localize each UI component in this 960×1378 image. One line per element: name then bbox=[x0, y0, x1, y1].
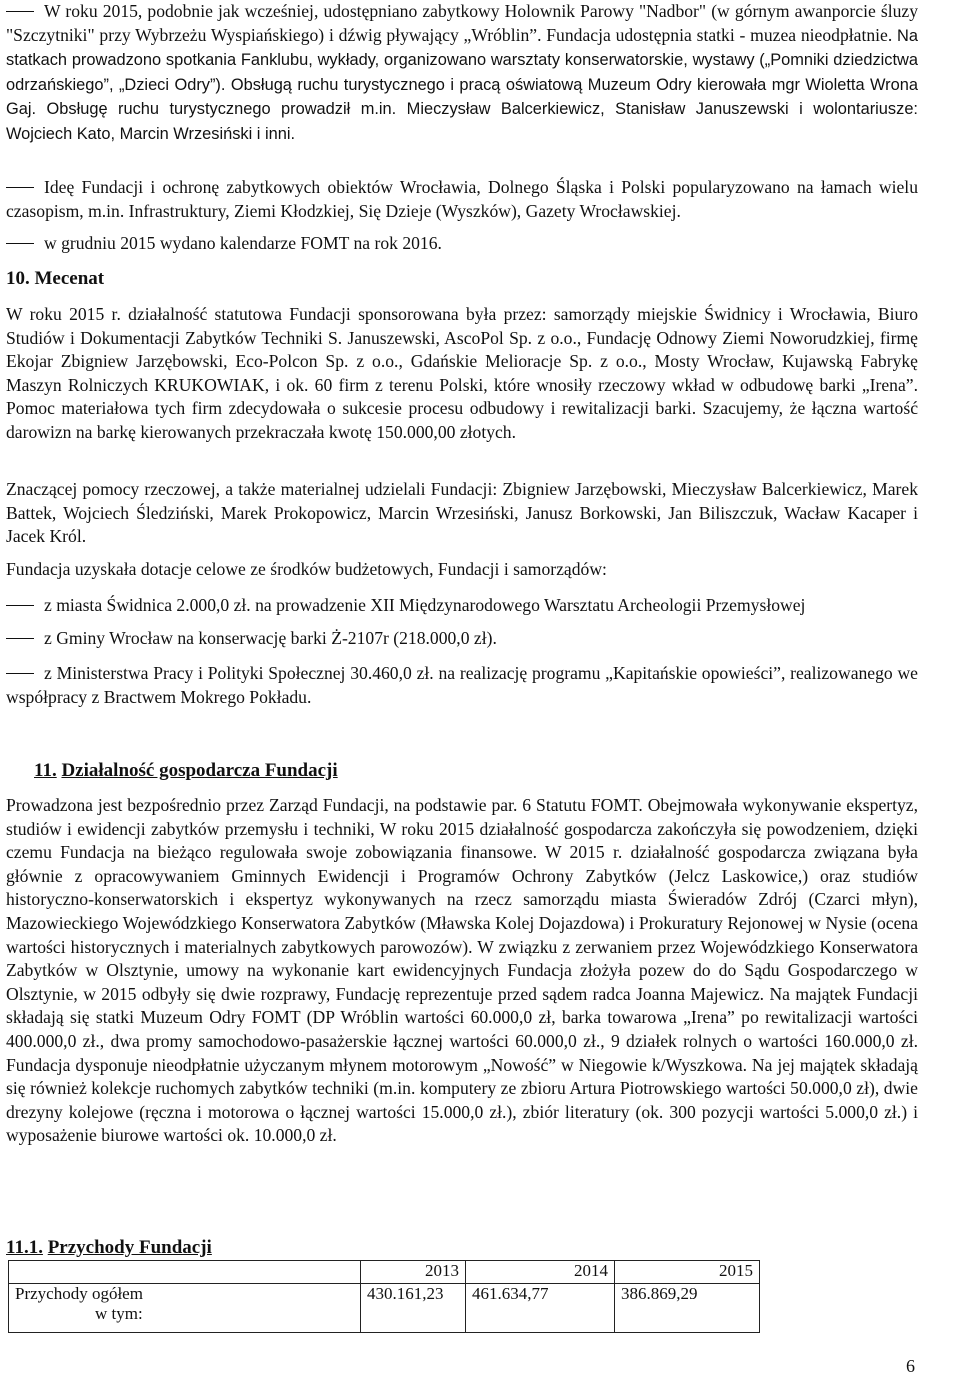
section-11-1-heading bbox=[6, 1237, 212, 1259]
table-row bbox=[9, 1284, 760, 1333]
year-cell: 2013 bbox=[361, 1261, 466, 1284]
row-label: Przychody ogółem bbox=[15, 1284, 143, 1303]
grant-item-2 bbox=[6, 627, 918, 651]
dash-bullet bbox=[6, 11, 34, 13]
table-header-row bbox=[9, 1261, 760, 1284]
patronage-paragraph: W roku 2015 r. działalność statutowa Fundacji sponsorowana była przez: samorządy miejskie Świdnicy i Wrocławia, Biuro Studiów i Dokumentacji Zabytków Techniki S. Januszewski, AscoPol Sp. z o.o., Fundację Odnowy Ziemi Noworudzkiej, firmę Ekojar Zbigniew Jarzębowski, Eco-Polcon Sp. z o.o., Gdańskie Melioracje Sp. z o.o., Mosty Wrocław, Kujawską Fabrykę Maszyn Rolniczych KRUKOWIAK, i ok. 60 firm z terenu Polski, które wnosiły rzeczowy wkład w odbudowę barki „Irena”. Pomoc materiałowa tych firm zdecydowała o sukcesie procesu odbudowy i rewitalizacji barki. Szacujemy, że łączna wartość darowizn na barkę kierowanych przekraczała kwotę 150.000,00 złotych. bbox=[6, 304, 918, 442]
calendar-paragraph bbox=[6, 232, 918, 256]
grant-item-1 bbox=[6, 594, 918, 618]
popularization-paragraph bbox=[6, 176, 918, 223]
row-label-cell bbox=[9, 1284, 361, 1333]
grants-intro-paragraph: Fundacja uzyskała dotacje celowe ze środków budżetowych, Fundacji i samorządów: bbox=[6, 559, 607, 579]
section-11-1-title: Przychody Fundacji bbox=[47, 1237, 212, 1258]
value-cell: 461.634,77 bbox=[466, 1284, 615, 1333]
year-cell: 2015 bbox=[615, 1261, 760, 1284]
table-corner-cell bbox=[9, 1261, 361, 1284]
section-11-1-number: 11.1. bbox=[6, 1237, 43, 1258]
grant-item-3 bbox=[6, 662, 918, 709]
row-sublabel: w tym: bbox=[95, 1304, 143, 1323]
section-10-heading: 10. Mecenat bbox=[6, 268, 105, 289]
calendar-text: w grudniu 2015 wydano kalendarze FOMT na rok 2016. bbox=[44, 233, 442, 253]
popularization-text: Ideę Fundacji i ochronę zabytkowych obiektów Wrocławia, Dolnego Śląska i Polski popularyzowano na łamach wielu czasopism, m.in. Infrastruktury, Ziemi Kłodzkiej, Się Dzieje (Wyszków), Gazety Wrocławskiej. bbox=[6, 177, 918, 221]
grant-item-2-text: z Gminy Wrocław na konserwację barki Ż-2107r (218.000,0 zł). bbox=[44, 628, 497, 648]
dash-bullet bbox=[6, 243, 34, 245]
intro-paragraph bbox=[6, 0, 918, 147]
dash-bullet bbox=[6, 187, 34, 189]
dash-bullet bbox=[6, 673, 34, 675]
page-number: 6 bbox=[906, 1356, 915, 1376]
intro-text-a: W roku 2015, podobnie jak wcześniej, udostępniano zabytkowy Holownik Parowy "Nadbor" (w górnym awanporcie śluzy "Szczytniki" przy Wybrzeżu Wyspiańskiego) i dźwig pływający „Wróblin”. Fundacja udostępnia statki - muzea nieodpłatnie. bbox=[6, 1, 918, 45]
value-cell: 386.869,29 bbox=[615, 1284, 760, 1333]
grant-item-1-text: z miasta Świdnica 2.000,0 zł. na prowadzenie XII Międzynarodowego Warsztatu Archeologii Przemysłowej bbox=[44, 595, 806, 615]
dash-bullet bbox=[6, 638, 34, 640]
intro-text-b: Na statkach prowadzono spotkania Fanklubu, wykłady, organizowano warsztaty konserwatorskie, wystawy („Pomniki dziedzictwa odrzańskiego”, „Dzieci Odry”). Obsługą ruchu turystycznego i pracą oświatową Muzeum Odry kierowała mgr Wioletta Wrona Gaj. Obsługę ruchu turystycznego prowadził m.in. Mieczysław Balcerkiewicz, Stanisław Januszewski i wolontariusze: Wojciech Kato, Marcin Wrzesiński i inni. bbox=[6, 26, 918, 143]
grant-item-3-text: z Ministerstwa Pracy i Polityki Społecznej 30.460,0 zł. na realizację programu „Kapitańskie opowieści”, realizowanego we współpracy z Bractwem Mokrego Pokładu. bbox=[6, 663, 918, 707]
value-cell: 430.161,23 bbox=[361, 1284, 466, 1333]
business-activity-paragraph: Prowadzona jest bezpośrednio przez Zarząd Fundacji, na podstawie par. 6 Statutu FOMT. Obejmowała wykonywanie ekspertyz, studiów i ewidencji zabytków przemysłu i techniki, W roku 2015 działalność gospodarcza zakończyła się powodzeniem, dzięki czemu Fundacja na bieżąco regulowała swoje zobowiązania finansowe. W 2015 r. działalność gospodarcza związana była głównie z opracowywaniem Gminnych Ewidencji i Programów Ochrony Zabytków (Jelcz Laskowice,) oraz studiów historyczno-konserwatorskich i ekspertyz wykonywanych na rzecz samorządu miasta Świeradów Zdrój (Czarci młyn), Mazowieckiego Wojewódzkiego Konserwatora Zabytków (Mławska Kolej Dojazdowa) i Prokuratury Rejonowej w Nysie (ocena wartości historycznych i materialnych zabytkowych parowozów). W związku z zerwaniem przez Wojewódzkiego Konserwatora Zabytków w Olsztynie, umowy na wykonanie kart ewidencyjnych Fundacja złożyła pozew do do Sądu Gospodarczego w Olsztynie, w 2015 odbyły się dwie rozprawy, Fundację reprezentuje przed sądem radca Joanna Majewicz. Na majątek Fundacji składają się statki Muzeum Odry FOMT (DP Wróblin wartości 60.000,0 zł, barka towarowa „Irena” po rewitalizacji wartości 400.000,0 zł., dwa promy samochodowo-pasażerskie łącznej wartości 60.000,0 zł., 9 działek rolnych o wartości 160.000,0 zł. Fundacja dysponuje nieodpłatnie użyczanym młynem motorowym „Nowość” w Niegowie k/Wyszkowa. Na jej majątek składają się również kolekcje ruchomych zabytków techniki (m.in. komputery ze zbioru Artura Piotrowskiego wartości 50.000,0 zł), dwie drezyny kolejowe (ręczna i motorowa o łącznej wartości 15.000,0 zł.), zbiór literatury (ok. 300 pozycji wartości 5.000,0 zł.) i wyposażenie biurowe wartości ok. 10.000,0 zł. bbox=[6, 795, 918, 1146]
section-11-number: 11. bbox=[34, 760, 57, 781]
revenue-table bbox=[8, 1260, 760, 1333]
material-help-paragraph: Znaczącej pomocy rzeczowej, a także materialnej udzielali Fundacji: Zbigniew Jarzębowski, Mieczysław Balcerkiewicz, Marek Battek, Wojciech Śledziński, Marek Prokopowicz, Marcin Wrzesiński, Janusz Borkowski, Jan Biliszczuk, Wacław Kacaper i Jacek Król. bbox=[6, 479, 918, 547]
year-cell: 2014 bbox=[466, 1261, 615, 1284]
dash-bullet bbox=[6, 605, 34, 607]
section-11-heading bbox=[34, 760, 338, 782]
section-11-title: Działalność gospodarcza Fundacji bbox=[61, 760, 338, 781]
